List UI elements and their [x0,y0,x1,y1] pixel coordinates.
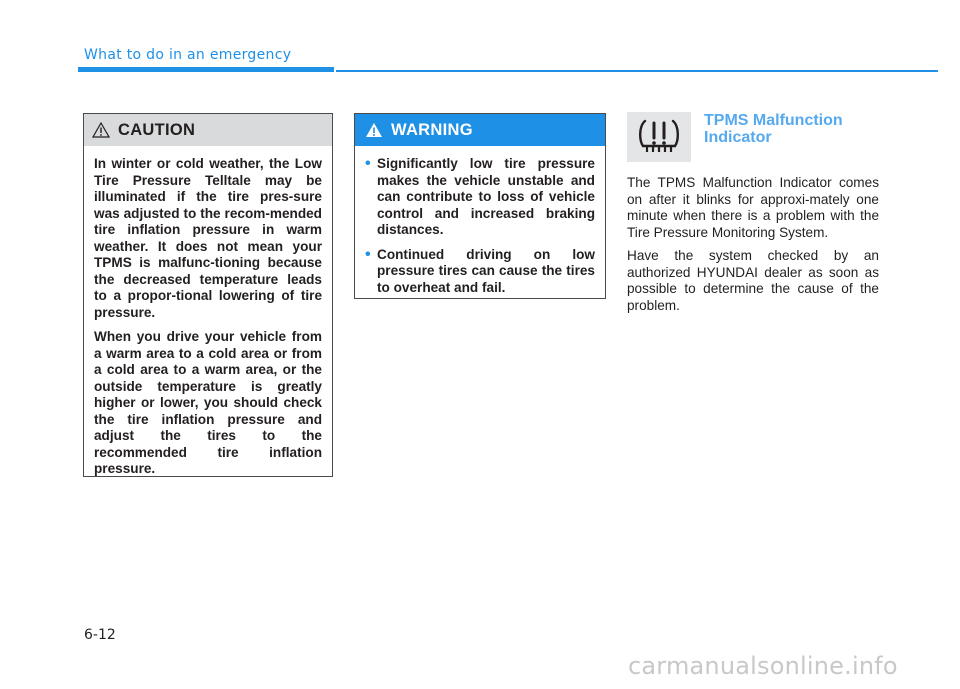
caution-body [84,146,332,494]
caution-title: CAUTION [118,120,196,139]
warning-title: WARNING [391,120,473,139]
caution-box [83,113,333,477]
header-bar-thin [336,70,938,72]
warning-item-text: Continued driving on low pressure tires can cause the tires to overheat and fail. [377,246,595,295]
warning-body [355,146,605,312]
tpms-malfunction-icon [627,112,691,162]
caution-paragraph: When you drive your vehicle from a warm area to a cold area or from a cold area to a warm area, or the outside temperature is greatly higher or lower, you should check the tire inflation pressure and adjust the tires to the recommended tire inflation pressure. [94,329,322,476]
warning-list-item [365,247,595,297]
tpms-description [627,175,879,321]
tpms-paragraph: Have the system checked by an authorized HYUNDAI dealer as soon as possible to determine the cause of the problem. [627,248,879,313]
caution-paragraph: In winter or cold weather, the Low Tire Pressure Telltale may be illuminated if the tire pres-sure was adjusted to the recom-mended tire inflation pressure in warm weather. It does not mean your TPMS is malfunc-tioning because the decreased temperature leads to a propor-tional lowering of tire pressure. [94,156,322,320]
header-bar-thick [78,67,334,72]
tpms-title: TPMS Malfunction Indicator [704,112,843,146]
bullet-marker: • [365,155,371,172]
bullet-marker: • [365,245,371,263]
warning-list [365,156,595,296]
warning-box [354,113,606,299]
warning-item-text: Significantly low tire pressure makes the vehicle unstable and can contribute to loss of vehicle control and increased braking distances. [377,156,595,237]
caution-header [84,114,332,146]
watermark: carmanualsonline.info [628,652,898,680]
warning-header [355,114,605,146]
warning-triangle-outline-icon [92,122,110,138]
section-title: What to do in an emergency [84,47,292,63]
warning-triangle-filled-icon [365,122,383,138]
tpms-paragraph: The TPMS Malfunction Indicator comes on after it blinks for approxi-mately one minute when there is a problem with the Tire Pressure Monitoring System. [627,175,879,240]
warning-list-item [365,156,595,239]
page-number: 6-12 [84,627,116,643]
